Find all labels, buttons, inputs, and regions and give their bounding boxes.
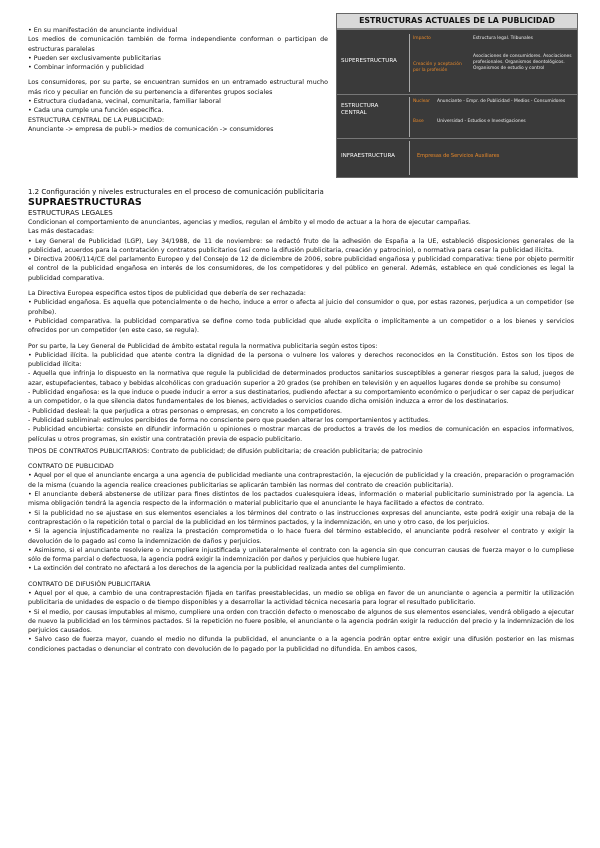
paragraph: • Aquel por el que, a cambio de una contraprestación fijada en tarifas preestablecidas, un medio se obliga en favor de un anunciante o agencia a permitir la utilización publicitaria de unidades de espacio o de tiempo disponibles y a desarrollar la actividad técnica necesaria para lograr el resultado publicitario. — [28, 589, 574, 607]
main-body — [28, 187, 574, 654]
row-key: Impacto — [413, 36, 431, 41]
row-text: Anunciante - Empr. de Publicidad - Medios - Consumidores — [437, 99, 566, 104]
intro-line: Los medios de comunicación también de forma independiente conforman o participan de estructuras paralelas — [28, 36, 328, 53]
row-text: Estructura legal. Tribunales — [473, 36, 533, 41]
paragraph-heading: CONTRATO DE DIFUSIÓN PUBLICITARIA — [28, 580, 151, 588]
row-key: Creación y aceptación por la profesión — [413, 62, 462, 73]
paragraph: • Si el medio, por causas imputables al mismo, cumpliere una orden con tracción defecto o menoscabo de algunos de sus elementos esenciales, vendrá obligado a ejecutar de nuevo la publicidad en los términos pactados. Si la repetición no fuere posible, el anunciante o la agencia podrán exigir la reducción del precio y la indemnización de los perjuicios causados. — [28, 608, 574, 635]
paragraph: - Publicidad desleal: la que perjudica a otras personas o empresas, en concreto a los competidores. — [28, 407, 343, 415]
paragraph: - Publicidad engañosa: es la que induce o puede inducir a error a sus destinatarios, pudiendo afectar a su comportamiento económico o perjudicar o ser capaz de perjudicar a un competidor, o la que silencia datos fundamentales de los bienes, actividades o servicios cuando dicha omisión induzca a error de los destinatarios. — [28, 389, 574, 406]
intro-line: • Cada una cumple una función específica. — [28, 107, 164, 115]
paragraph: • Salvo caso de fuerza mayor, cuando el medio no difunda la publicidad, el anunciante o a la agencia podrán optar entre exigir una difusión posterior en las mismas condiciones pactadas o denunciar el contrato con devolución de lo pagado por la publicidad no difundida. En ambos casos, — [28, 636, 574, 653]
intro-line: Los consumidores, por su parte, se encuentran sumidos en un entramado estructural mucho más rico y peculiar en función de su pertenencia a diferentes grupos sociales — [28, 79, 328, 96]
row-label: SUPERESTRUCTURA — [341, 58, 397, 64]
section-heading: 1.2 Configuración y niveles estructurales en el proceso de comunicación publicitaria — [28, 188, 324, 196]
main-heading: SUPRAESTRUCTURAS — [28, 197, 142, 208]
paragraph: • Directiva 2006/114/CE del parlamento Europeo y del Consejo de 12 de diciembre de 2006, sobre publicidad engañosa y publicidad comparativa: tiene por objeto permitir el control de la publicidad engañosa en interés de los consumidores, de los competidores y del público en general. Además, establece en qué condiciones es legal la publicidad comparativa. — [28, 256, 574, 282]
paragraph: • Asimismo, si el anunciante resolviere o incumpliere injustificada y unilateralmente el contrato con la agencia sin que concurran causas de fuerza mayor o lo cumpliese sólo de forma parcial o defectuosa, la agencia podrá exigir la indemnización por daños y perjuicios que hubiere lugar. — [28, 546, 574, 564]
paragraph: • Aquel por el que el anunciante encarga a una agencia de publicidad mediante una contraprestación, la ejecución de publicidad y la creación, preparación o programación de la misma (cuando la agencia realice creaciones publicitarias se aplicarán también las normas del contrato de creación publicitaria). — [28, 472, 574, 489]
row-label: ESTRUCTURA CENTRAL — [341, 103, 379, 116]
row-text: Asociaciones de consumidores. Asociaciones profesionales. Organismos deontológicos. Organismos de estudio y control — [473, 54, 572, 71]
paragraph: - Aquella que infrinja lo dispuesto en la normativa que regule la publicidad de determinados productos sanitarios susceptibles a generar riesgos para la salud, juegos de azar, estupefacientes, tabaco y bebidas alcohólicas con graduación superior a 20 grados (se prohíben en televisión y en aquellos lugares donde se prohíbe su consumo) — [28, 370, 574, 387]
intro-line: ESTRUCTURA CENTRAL DE LA PUBLICIDAD: — [28, 116, 165, 124]
paragraph: • El anunciante deberá abstenerse de utilizar para fines distintos de los pactados cualesquiera ideas, información o material publicitario suministrado por la agencia. La misma obligación tendrá la agencia respecto de la información o material publicitario que el anunciante le haya facilitado a efectos de contrato. — [28, 491, 574, 508]
intro-line: Anunciante -> empresa de publi-> medios de comunicación -> consumidores — [28, 125, 274, 133]
paragraph: • La extinción del contrato no afectará a los derechos de la agencia por la publicidad realizada antes del cumplimiento. — [28, 565, 406, 573]
paragraph: Por su parte, la Ley General de Publicidad de ámbito estatal regula la normativa publicitaria según estos tipos: — [28, 342, 378, 350]
row-key: Base — [413, 119, 424, 124]
paragraph: • Si la agencia injustificadamente no realiza la prestación comprometida o lo hace fuera del término establecido, el anunciante podrá resolver el contrato y exigir la devolución de lo pagado así como la indemnización de daños y perjuicios. — [28, 528, 574, 545]
paragraph: - Publicidad subliminal: estímulos percibidos de forma no consciente pero que pueden alterar los comportamientos y actitudes. — [28, 416, 431, 424]
paragraph: La Directiva Europea especifica estos tipos de publicidad que debería de ser rechazada: — [28, 290, 306, 298]
sub-heading: ESTRUCTURAS LEGALES — [28, 209, 113, 217]
intro-line: • Estructura ciudadana, vecinal, comunitaria, familiar laboral — [28, 98, 221, 106]
figure-row-superestructura — [337, 32, 577, 94]
paragraph: • Si la publicidad no se ajustase en sus elementos esenciales a los términos del contrato o las instrucciones expresas del anunciante, este podrá exigir una rebaja de la contraprestación o la repetición total o parcial de la publicidad en los términos pactados, y la indemnización, en uno y otro caso, de los perjuicios. — [28, 509, 574, 526]
paragraph: • Publicidad comparativa. la publicidad comparativa se define como toda publicidad que alude explícita o implícitamente a un competidor o a los bienes y servicios ofrecidos por un competidor (en este caso, se regula). — [28, 317, 574, 335]
intro-line: • Pueden ser exclusivamente publicitarias — [28, 54, 161, 62]
row-key: Nuclear — [413, 99, 430, 104]
paragraph: • Publicidad engañosa. Es aquella que potencialmente o de hecho, induce a error o afecta al juicio del consumidor o que, por estas razones, perjudica a un competidor (se prohíbe). — [28, 299, 574, 316]
row-text: Universidad - Estudios e Investigaciones — [437, 119, 526, 124]
intro-line: • Combinar información y publicidad — [28, 64, 144, 72]
figure-row-estructura-central — [337, 94, 577, 139]
paragraph: - Publicidad encubierta: consiste en difundir información u opiniones o mostrar marcas de productos a través de los medios de comunicación en espacios informativos, películas u otros programas, sin existir una contratación previa de espacio publicitario. — [28, 426, 574, 443]
paragraph: TIPOS DE CONTRATOS PUBLICITARIOS: Contrato de publicidad; de difusión publicitaria; de creación publicitaria; de patrocinio — [28, 447, 423, 455]
paragraph: • Ley General de Publicidad (LGP), Ley 34/1988, de 11 de noviembre: se redactó fruto de la adhesión de España a la UE, estableció disposiciones generales de la publicidad, acuerdos para la contratación y contratos publicitarios (así como la difusión publicitaria, creación y patrocinio), o normativa para cesar la publicidad ilícita. — [28, 237, 574, 254]
paragraph-heading: CONTRATO DE PUBLICIDAD — [28, 463, 114, 471]
figure-title: ESTRUCTURAS ACTUALES DE LA PUBLICIDAD — [337, 14, 577, 30]
paragraph: • Publicidad ilícita. la publicidad que atente contra la dignidad de la persona o vulnere los valores y derechos reconocidos en la Constitución. Estos son los tipos de publicidad ilícita: — [28, 351, 574, 369]
intro-text — [28, 26, 328, 134]
figure-row-infraestructura — [337, 138, 577, 177]
paragraph: Condicionan el comportamiento de anunciantes, agencias y medios, regulan el ámbito y el modo de actuar a la hora de ejecutar campañas. — [28, 219, 471, 226]
structures-figure — [336, 13, 578, 178]
row-text: Empresas de Servicios Auxiliares — [417, 153, 500, 159]
row-label: INFRAESTRUCTURA — [341, 153, 395, 159]
paragraph: Las más destacadas: — [28, 228, 94, 236]
intro-line: • En su manifestación de anunciante individual — [28, 27, 178, 34]
